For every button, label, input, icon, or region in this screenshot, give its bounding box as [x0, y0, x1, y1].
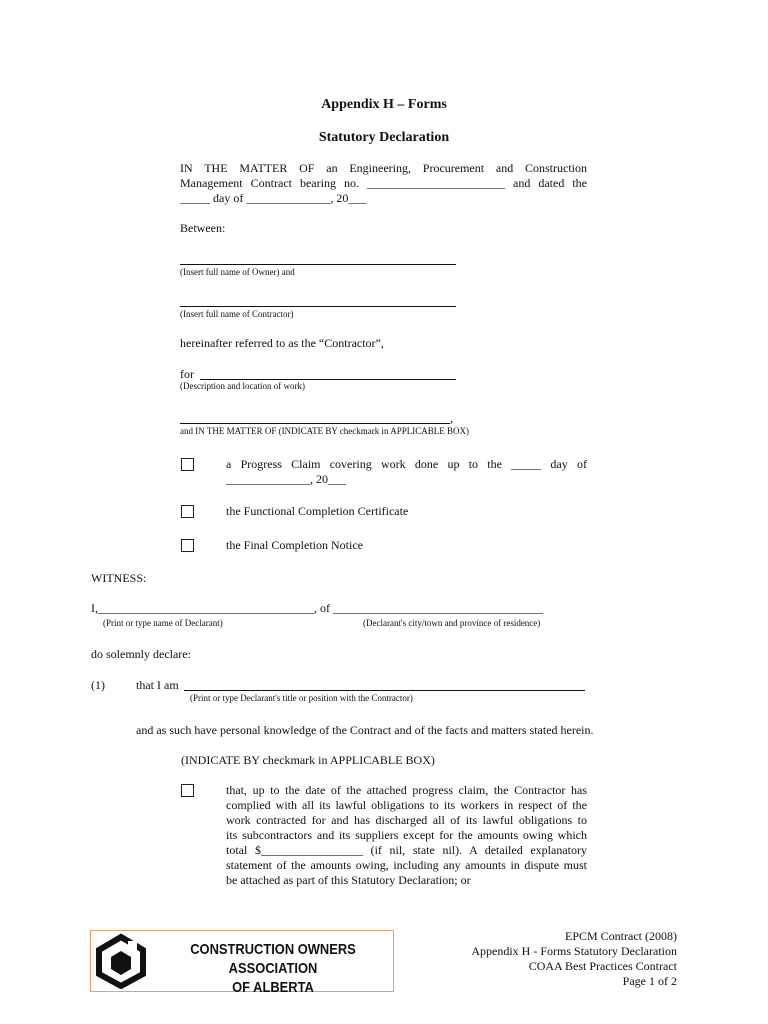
- title-caption: (Print or type Declarant's title or position with the Contractor): [190, 693, 413, 703]
- work-description-line[interactable]: [200, 379, 456, 380]
- between-label: Between:: [180, 221, 226, 235]
- declarant-caption: (Print or type name of Declarant): [103, 618, 223, 628]
- compliance-line-6: statement of the amounts owing, including any amounts in dispute must: [226, 858, 587, 872]
- matter-line-1: IN THE MATTER OF an Engineering, Procurement and Construction: [180, 161, 587, 175]
- compliance-line-3: work contracted for and has discharged all of its lawful obligations to: [226, 813, 587, 827]
- compliance-line-7: be attached as part of this Statutory Declaration; or: [226, 873, 471, 887]
- progress-claim-line-2: ______________, 20___: [226, 472, 346, 486]
- matter-caption: and IN THE MATTER OF (INDICATE BY checkmark in APPLICABLE BOX): [180, 426, 469, 436]
- footer-appendix: Appendix H - Forms Statutory Declaration: [471, 944, 677, 958]
- witness-label: WITNESS:: [91, 571, 147, 585]
- footer-best-practices: COAA Best Practices Contract: [528, 959, 677, 973]
- hereinafter-text: hereinafter referred to as the “Contractor”,: [180, 336, 384, 350]
- solemn-declare: do solemnly declare:: [91, 647, 191, 661]
- work-caption: (Description and location of work): [180, 381, 305, 391]
- logo-line-1: CONSTRUCTION OWNERS ASSOCIATION: [190, 941, 356, 977]
- contractor-name-line[interactable]: [180, 306, 456, 307]
- functional-completion-checkbox[interactable]: [181, 505, 194, 518]
- appendix-title: Appendix H – Forms: [321, 97, 447, 112]
- final-completion-checkbox[interactable]: [181, 539, 194, 552]
- logo-line-2: OF ALBERTA: [232, 979, 314, 996]
- that-i-am-label: that I am: [136, 678, 179, 692]
- compliance-line-4: its subcontractors and its suppliers except for the amounts owing which: [226, 828, 587, 842]
- coaa-logo: [90, 930, 394, 996]
- residence-caption: (Declarant's city/town and province of residence): [363, 618, 541, 628]
- progress-claim-checkbox[interactable]: [181, 458, 194, 471]
- declarant-title-line[interactable]: [184, 690, 585, 691]
- progress-claim-line-1: a Progress Claim covering work done up to the _____ day of: [226, 457, 587, 471]
- matter-line-2: Management Contract bearing no. _______________________ and dated the: [180, 176, 587, 190]
- indicate-instruction: (INDICATE BY checkmark in APPLICABLE BOX): [181, 753, 435, 767]
- coaa-hexagon-icon: [95, 933, 147, 989]
- compliance-line-1: that, up to the date of the attached progress claim, the Contractor has: [226, 783, 587, 797]
- contractor-caption: (Insert full name of Contractor): [180, 309, 294, 319]
- clause-number: (1): [91, 678, 105, 692]
- owner-caption: (Insert full name of Owner) and: [180, 267, 295, 277]
- matter-line-3: _____ day of ______________, 20___: [180, 191, 367, 205]
- logo-text: [172, 940, 375, 997]
- functional-completion-label: the Functional Completion Certificate: [226, 504, 409, 518]
- form-title: Statutory Declaration: [318, 130, 450, 145]
- compliance-line-2: complied with all its lawful obligations to its workers in respect of the: [226, 798, 587, 812]
- compliance-line-5: total $_________________ (if nil, state nil). A detailed explanatory: [226, 843, 587, 857]
- footer-contract: EPCM Contract (2008): [565, 929, 677, 943]
- owner-name-line[interactable]: [180, 264, 456, 265]
- matter-comma: ,: [450, 411, 453, 425]
- compliance-checkbox[interactable]: [181, 784, 194, 797]
- declarant-line[interactable]: I,____________________________________, of ___________________________________: [91, 601, 543, 615]
- final-completion-label: the Final Completion Notice: [226, 538, 363, 552]
- page-number: Page 1 of 2: [622, 974, 677, 988]
- matter-blank-line[interactable]: [180, 423, 450, 424]
- for-label: for: [180, 367, 194, 381]
- knowledge-statement: and as such have personal knowledge of the Contract and of the facts and matters stated herein.: [136, 723, 594, 737]
